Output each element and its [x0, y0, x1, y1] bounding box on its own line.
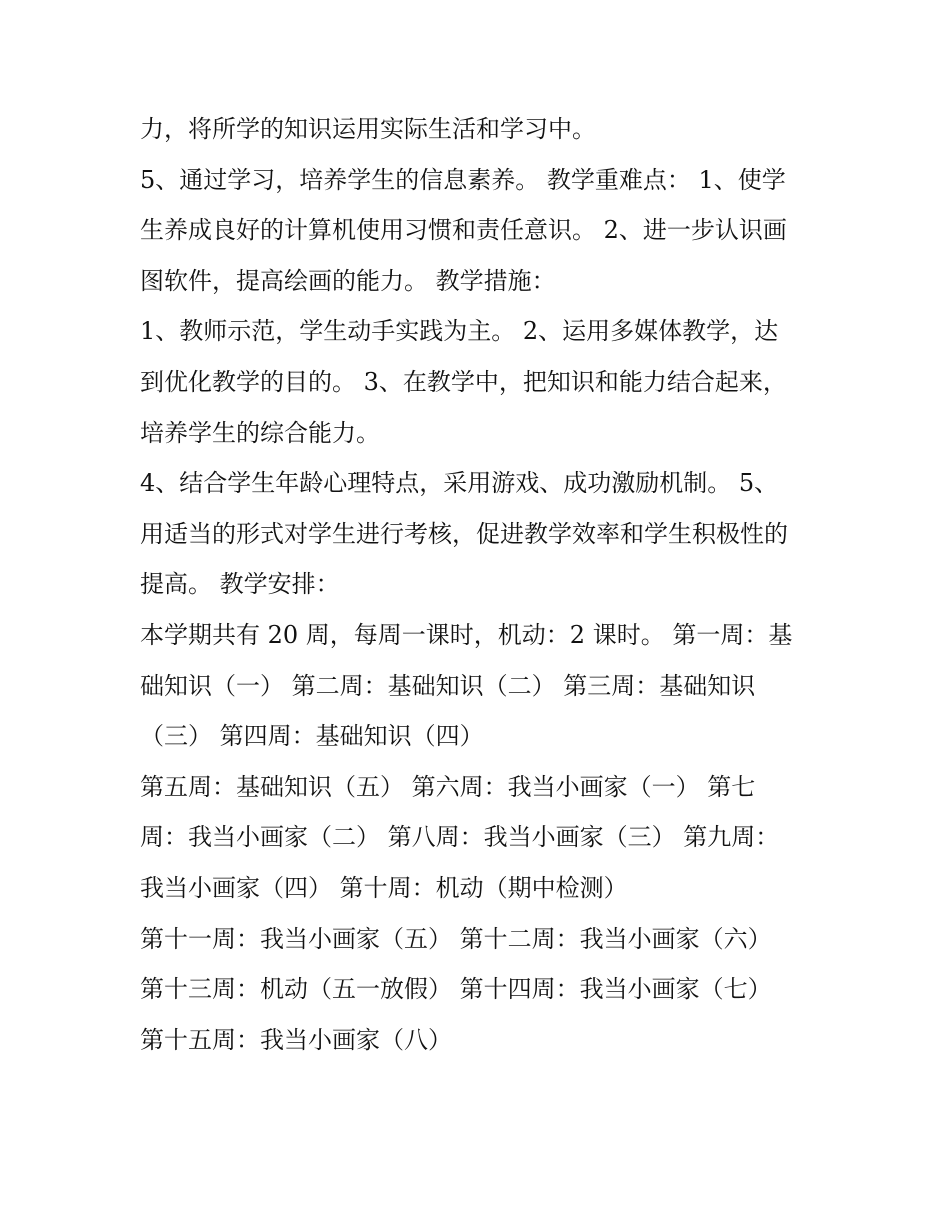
text-line: 力，将所学的知识运用实际生活和学习中。 — [140, 115, 596, 143]
text-line: 础知识（一） 第二周：基础知识（二） 第三周：基础知识 — [140, 671, 756, 700]
text-line: 周：我当小画家（二） 第八周：我当小画家（三） 第九周： — [140, 823, 780, 852]
text-line: 培养学生的综合能力。 — [140, 418, 380, 447]
text-line: 生养成良好的计算机使用习惯和责任意识。 2、进一步认识画 — [140, 216, 787, 245]
document-body — [140, 104, 830, 1065]
text-line: 我当小画家（四） 第十周：机动（期中检测） — [140, 873, 628, 902]
text-line: 图软件，提高绘画的能力。 教学措施： — [140, 266, 556, 295]
text-line: 4、结合学生年龄心理特点，采用游戏、成功激励机制。 5、 — [140, 469, 779, 498]
text-line: 本学期共有 20 周，每周一课时，机动：2 课时。 第一周：基 — [140, 620, 793, 649]
text-line: 用适当的形式对学生进行考核，促进教学效率和学生积极性的 — [140, 519, 788, 548]
text-line: 提高。 教学安排： — [140, 570, 340, 599]
text-line: 第十一周：我当小画家（五） 第十二周：我当小画家（六） — [140, 924, 772, 953]
text-line: 1、教师示范，学生动手实践为主。 2、运用多媒体教学，达 — [140, 317, 779, 346]
text-line: 到优化教学的目的。 3、在教学中，把知识和能力结合起来， — [140, 367, 787, 396]
text-line: 第十五周：我当小画家（八） — [140, 1025, 452, 1054]
text-line: 5、通过学习，培养学生的信息素养。 教学重难点： 1、使学 — [140, 165, 786, 194]
text-line: 第五周：基础知识（五） 第六周：我当小画家（一） 第七 — [140, 772, 756, 801]
text-line: 第十三周：机动（五一放假） 第十四周：我当小画家（七） — [140, 975, 772, 1004]
text-line: （三） 第四周：基础知识（四） — [140, 722, 484, 751]
